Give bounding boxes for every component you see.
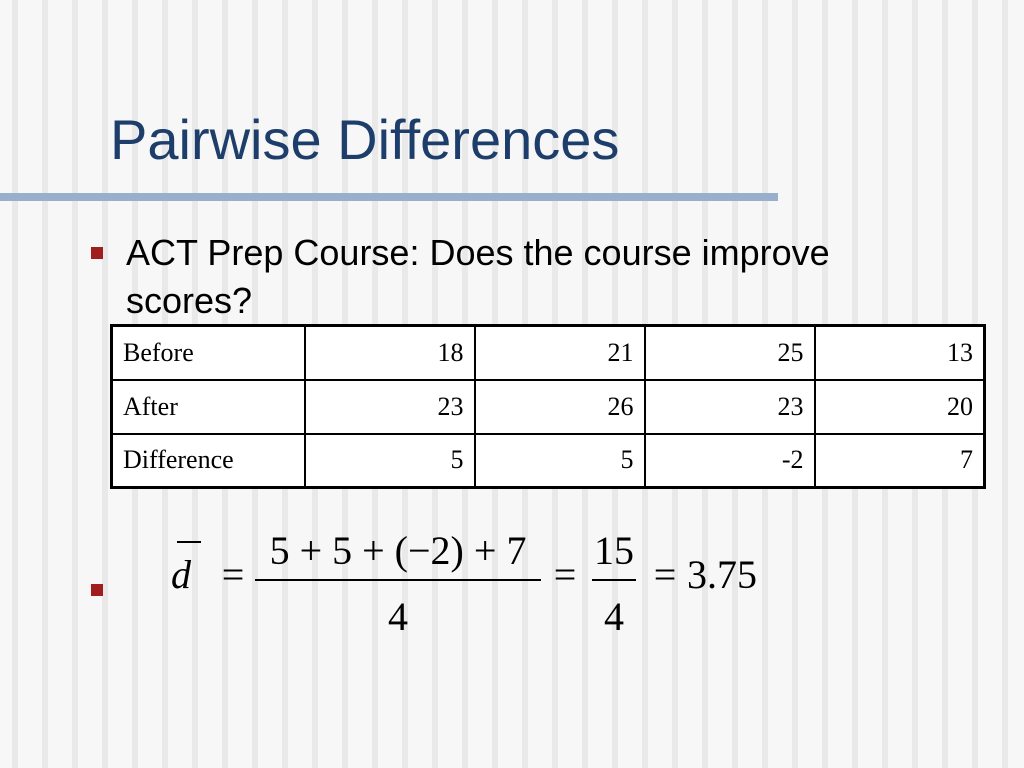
table-cell: 26 — [475, 380, 645, 434]
table-cell: 20 — [815, 380, 985, 434]
table-cell: 7 — [815, 434, 985, 488]
d-bar-symbol: d — [171, 552, 191, 597]
bullet-text: ACT Prep Course: Does the course improve scores? — [126, 232, 830, 321]
table-cell: -2 — [645, 434, 815, 488]
slide-title: Pairwise Differences — [110, 108, 620, 171]
table-cell: 13 — [815, 326, 985, 380]
table-row-after — [112, 380, 985, 434]
table-row-difference — [112, 434, 985, 488]
sum-denominator: 4 — [388, 594, 408, 638]
row-label: Difference — [112, 434, 305, 488]
fraction-denominator: 4 — [604, 594, 624, 638]
equals-sign: = — [653, 552, 677, 597]
table-cell: 5 — [475, 434, 645, 488]
mean-difference-equation — [165, 528, 805, 638]
equals-sign: = — [553, 552, 577, 597]
equals-sign: = — [221, 552, 245, 597]
title-divider — [0, 193, 778, 201]
bullet-marker — [91, 584, 103, 596]
bullet-marker — [91, 247, 103, 259]
table-cell: 18 — [305, 326, 475, 380]
table-cell: 23 — [645, 380, 815, 434]
table-row-before — [112, 326, 985, 380]
mean-result: 3.75 — [687, 552, 757, 597]
table-cell: 23 — [305, 380, 475, 434]
fraction-numerator: 15 — [594, 528, 634, 573]
row-label: After — [112, 380, 305, 434]
table-cell: 25 — [645, 326, 815, 380]
sum-numerator: 5 + 5 + (−2) + 7 — [269, 528, 527, 573]
data-table — [110, 324, 986, 489]
table-cell: 21 — [475, 326, 645, 380]
table-cell: 5 — [305, 434, 475, 488]
row-label: Before — [112, 326, 305, 380]
